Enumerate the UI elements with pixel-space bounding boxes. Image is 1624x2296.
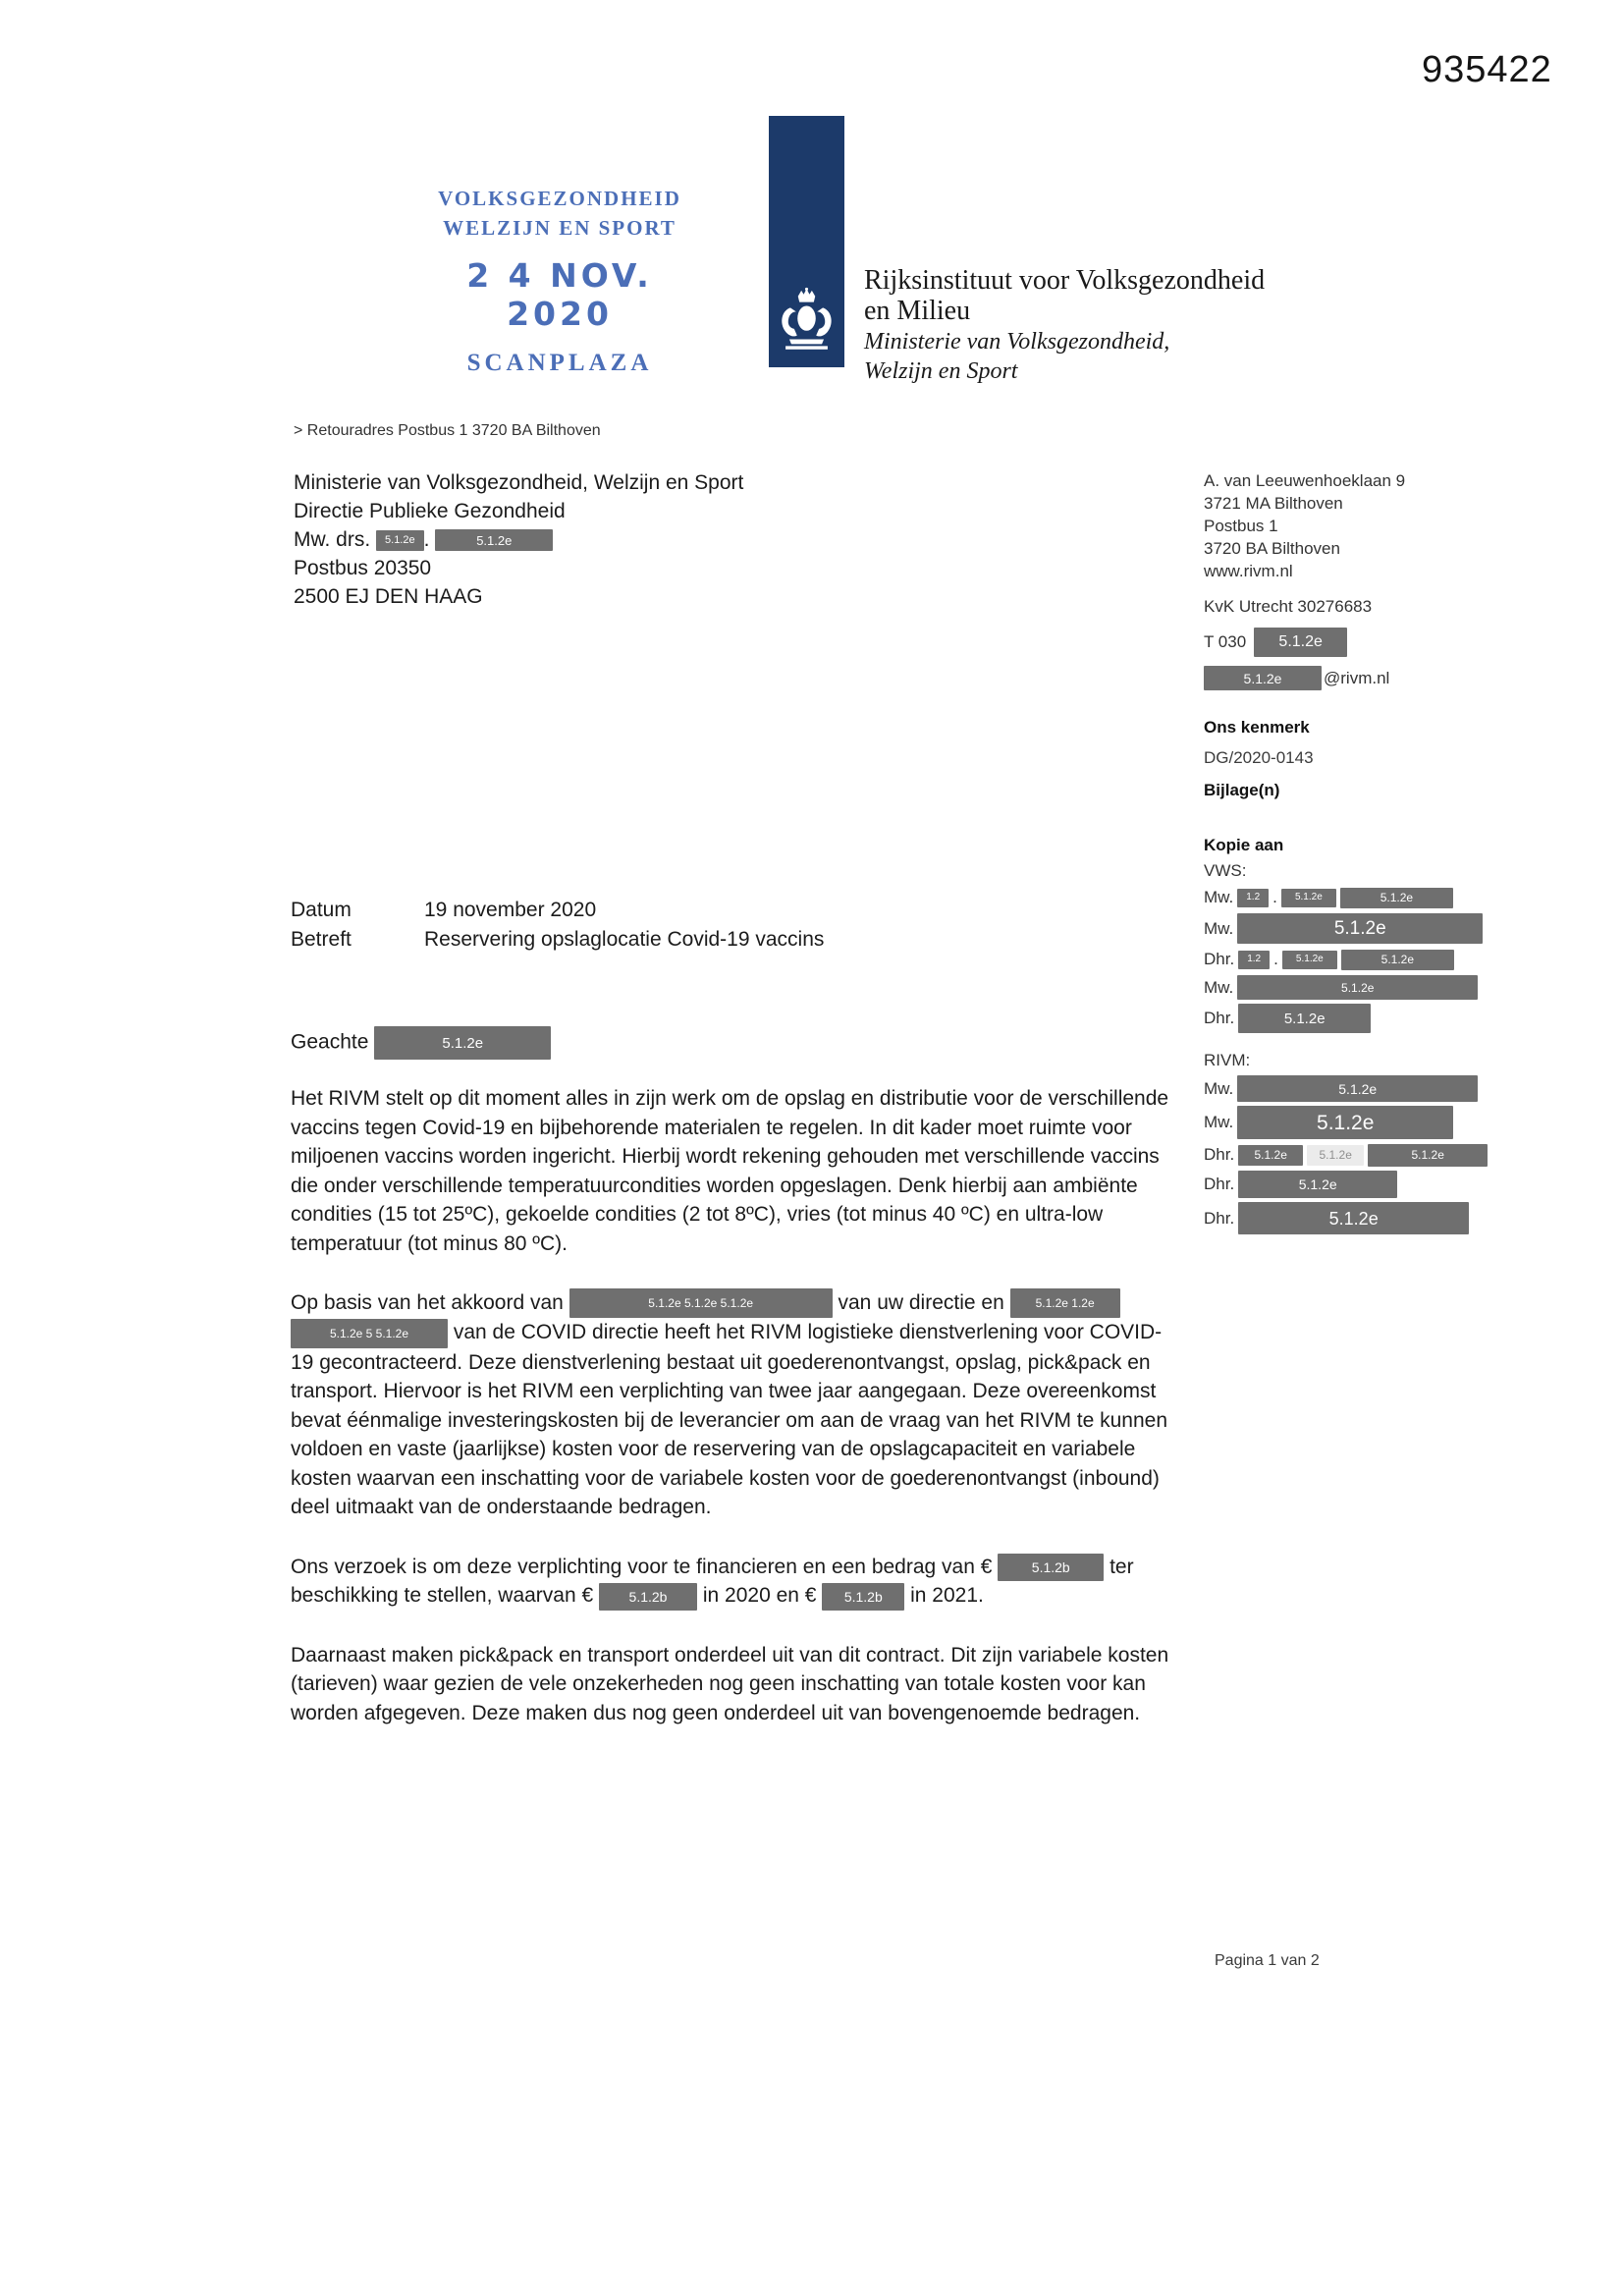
redaction-box: 5.1.2e [1238, 1202, 1469, 1234]
stamp-location: SCANPLAZA [466, 350, 653, 376]
recipient-line-org: Ministerie van Volksgezondheid, Welzijn en Sport [294, 471, 744, 494]
ministry-line2: Welzijn en Sport [864, 358, 1018, 384]
redaction-box: 5.1.2e [1238, 1171, 1397, 1198]
recipient-line-postbus: Postbus 20350 [294, 557, 432, 579]
kopie-aan-vws-entry: Dhr. 5.1.2e [1204, 1004, 1538, 1033]
sidebar-email: 5.1.2e @rivm.nl [1204, 666, 1538, 690]
redaction-box: 5.1.2e [1237, 913, 1483, 944]
redaction-box: 5.1.2e [1237, 1075, 1478, 1102]
betreft-label: Betreft [291, 928, 352, 951]
rijkslogo-text [864, 265, 1335, 385]
recipient-line-city: 2500 EJ DEN HAAG [294, 585, 483, 608]
stamp-line2: WELZIJN EN SPORT [443, 216, 677, 240]
kopie-aan-rivm-entry: Mw. 5.1.2e [1204, 1075, 1538, 1102]
redaction-box: 5.1.2e 1.2e [1010, 1288, 1120, 1318]
redaction-box: 5.1.2e [1238, 1004, 1371, 1033]
redaction-box: 5.1.2e [1237, 975, 1478, 1000]
redaction-box: 5.1.2e [1204, 666, 1322, 690]
salutation: Geachte 5.1.2e [291, 1026, 1169, 1060]
sidebar-kvk: KvK Utrecht 30276683 [1204, 597, 1373, 616]
stamp-date: 2 4 NOV. 2020 [466, 256, 653, 333]
page-number: Pagina 1 van 2 [1215, 1952, 1320, 1969]
redaction-box: 5.1.2b [822, 1583, 904, 1611]
org-name-line1: Rijksinstituut voor Volksgezondheid [864, 265, 1266, 296]
recipient-line-person: Mw. drs. 5.1.2e . 5.1.2e [294, 525, 743, 554]
vws-label: VWS: [1204, 861, 1247, 880]
letter-body [291, 1026, 1169, 1758]
redaction-box: 5.1.2e [1238, 1145, 1303, 1166]
redaction-box: 1.2 [1237, 889, 1269, 907]
kopie-aan-rivm-entry: Dhr. 5.1.2e [1204, 1202, 1538, 1234]
recipient-line-directie: Directie Publieke Gezondheid [294, 500, 566, 522]
redaction-box: 5.1.2b [998, 1554, 1104, 1581]
ons-kenmerk-label: Ons kenmerk [1204, 718, 1310, 737]
redaction-box: 5.1.2e [1341, 950, 1454, 970]
kopie-aan-rivm-entry: Mw. 5.1.2e [1204, 1106, 1538, 1139]
recipient-address-block [294, 468, 743, 611]
ministry-line1: Ministerie van Volksgezondheid, [864, 329, 1170, 355]
bijlage-label: Bijlage(n) [1204, 781, 1280, 799]
datum-label: Datum [291, 899, 352, 921]
body-paragraph-3: Ons verzoek is om deze verplichting voor te financieren en een bedrag van € 5.1.2b ter beschikking te stellen, waarvan € 5.1.2b in 2020 en € 5.1.2b in 2021. [291, 1553, 1169, 1611]
stamp-line1: VOLKSGEZONDHEID [438, 187, 681, 210]
redaction-box: 5.1.2e [1282, 951, 1337, 969]
redaction-box: 5.1.2e [1368, 1144, 1488, 1167]
sidebar-address-line: 3720 BA Bilthoven [1204, 539, 1340, 558]
redaction-box: 5.1.2b [599, 1583, 697, 1611]
date-stamp [412, 187, 707, 377]
redaction-box: 5.1.2e [376, 530, 424, 551]
kopie-aan-label: Kopie aan [1204, 836, 1284, 854]
redaction-box: 1.2 [1238, 951, 1270, 969]
rijkslogo-bar [769, 116, 844, 367]
kopie-aan-vws-entry: Dhr. 1.2 . 5.1.2e 5.1.2e [1204, 948, 1538, 971]
body-paragraph-4: Daarnaast maken pick&pack en transport onderdeel uit van dit contract. Dit zijn variabele kosten (tarieven) waar gezien de vele onzekerheden nog geen inschatting van totale kosten voor kan worden afgegeven. Deze maken dus nog geen onderdeel uit van bovengenoemde bedragen. [291, 1643, 1169, 1724]
redaction-box: 5.1.2e [1340, 888, 1453, 908]
coat-of-arms-icon [778, 287, 836, 359]
scan-number: 935422 [1422, 49, 1552, 90]
redaction-box: 5.1.2e [1237, 1106, 1453, 1139]
kopie-aan-rivm-entry: Dhr. 5.1.2e 5.1.2e 5.1.2e [1204, 1143, 1538, 1167]
ons-kenmerk-value: DG/2020-0143 [1204, 748, 1314, 767]
redaction-box: 5.1.2e 5.1.2e 5.1.2e [569, 1288, 833, 1318]
letter-meta [291, 896, 824, 955]
rivm-label: RIVM: [1204, 1051, 1251, 1069]
sidebar [1204, 469, 1538, 1234]
retouradres-line: > Retouradres Postbus 1 3720 BA Bilthoven [294, 422, 601, 439]
sidebar-phone: T 030 5.1.2e [1204, 628, 1538, 657]
sidebar-address-line: Postbus 1 [1204, 517, 1278, 535]
sidebar-address-line: A. van Leeuwenhoeklaan 9 [1204, 471, 1406, 490]
kopie-aan-rivm-entry: Dhr. 5.1.2e [1204, 1171, 1538, 1198]
kopie-aan-vws-entry: Mw. 5.1.2e [1204, 975, 1538, 1000]
redaction-box: 5.1.2e [1281, 889, 1336, 907]
redaction-box: 5.1.2e [435, 529, 553, 551]
org-name-line2: en Milieu [864, 296, 971, 326]
redaction-box: 5.1.2e 5 5.1.2e [291, 1319, 448, 1348]
kopie-aan-vws-entry: Mw. 5.1.2e [1204, 913, 1538, 944]
redaction-box: 5.1.2e [1254, 628, 1347, 657]
redaction-box: 5.1.2e [1307, 1145, 1364, 1166]
redaction-box: 5.1.2e [374, 1026, 551, 1060]
sidebar-address-line: 3721 MA Bilthoven [1204, 494, 1343, 513]
body-paragraph-2: Op basis van het akkoord van 5.1.2e 5.1.2e 5.1.2e van uw directie en 5.1.2e 1.2e 5.1.2e 5 5.1.2e van de COVID directie heeft het RIVM logistieke dienstverlening voor COVID-19 gecontracteerd. Deze dienstverlening bestaat uit goederenontvangst, opslag, pick&pack en transport. Hiervoor is het RIVM een verplichting van twee jaar aangegaan. Deze overeenkomst bevat éénmalige investeringskosten bij de leverancier om aan de vraag van het RIVM te kunnen voldoen en vaste (jaarlijkse) kosten voor de reservering van de opslagcapaciteit en variabele kosten waarvan een inschatting voor de variabele kosten voor de goederenontvangst (inbound) deel uitmaakt van de onderstaande bedragen. [291, 1288, 1169, 1522]
betreft-value: Reservering opslaglocatie Covid-19 vaccins [424, 928, 825, 951]
body-paragraph-1: Het RIVM stelt op dit moment alles in zijn werk om de opslag en distributie voor de verschillende vaccins tegen Covid-19 en bijbehorende materialen te regelen. In dit kader moet ruimte voor miljoenen vaccins worden ingericht. Hierbij wordt rekening gehouden met verschillende vaccins die onder verschillende temperatuurcondities worden opgeslagen. Denk hierbij aan ambiënte condities (15 tot 25ºC), gekoelde condities (2 tot 8ºC), vries (tot minus 40 ºC) en ultra-low temperatuur (tot minus 80 ºC). [291, 1087, 1169, 1255]
kopie-aan-vws-entry: Mw. 1.2 . 5.1.2e 5.1.2e [1204, 886, 1538, 909]
datum-value: 19 november 2020 [424, 899, 597, 921]
sidebar-website: www.rivm.nl [1204, 562, 1293, 580]
